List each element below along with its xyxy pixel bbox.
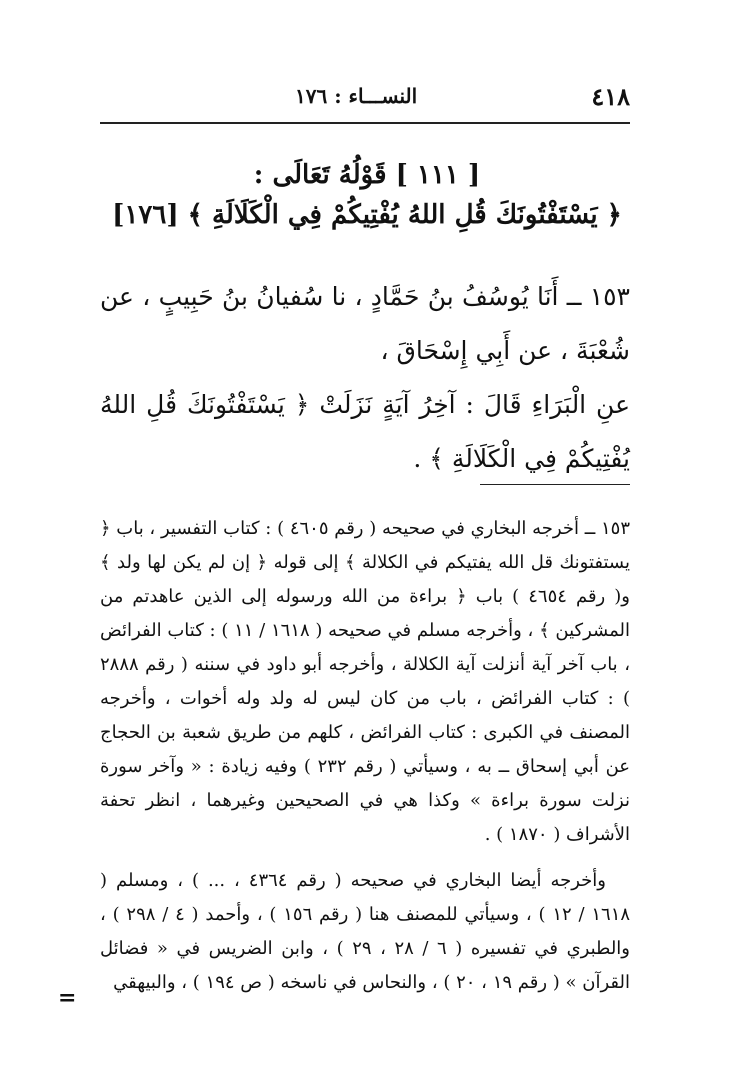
hadith-chain: ١٥٣ ــ أَنَا يُوسُفُ بنُ حَمَّادٍ ، نا سُفيانُ بنُ حَبِيبٍ ، عن شُعْبَةَ ، عن أَبِي إِسْحَاقَ ، [100,282,630,365]
running-title: النســـاء : ١٧٦ [295,84,418,108]
footnote-continuation: وأخرجه أيضا البخاري في صحيحه ( رقم ٤٣٦٤ ، ... ) ، ومسلم ( ١٦١٨ / ١٢ ) ، وسيأتي للمصنف هنا ( رقم ١٥٦ ) ، وأحمد ( ٤ / ٢٩٨ ) ، والطبري في تفسيره ( ٦ / ٢٨ ، ٢٩ ) ، وابن الضريس في « فضائل القرآن » ( رقم ١٩ ، ٢٠ ) ، والنحاس في ناسخه ( ص ١٩٤ ) ، والبيهقي [100,870,631,993]
footnotes [100,512,630,1000]
footnote-153: ١٥٣ ــ أخرجه البخاري في صحيحه ( رقم ٤٦٠٥ ) : كتاب التفسير ، باب ﴿ يستفتونك قل الله يفتيكم في الكلالة ﴾ إلى قوله ﴿ إن لم يكن لها ولد ﴾ و( رقم ٤٦٥٤ ) باب ﴿ براءة من الله ورسوله إلى الذين عاهدتم من المشركين ﴾ ، وأخرجه مسلم في صحيحه ( ١٦١٨ / ١١ ) : كتاب الفرائض ، باب آخر آية أنزلت آية الكلالة ، وأخرجه أبو داود في سننه ( رقم ٢٨٨٨ ) : كتاب الفرائض ، باب من كان ليس له ولد وله أخوات ، وأخرجه المصنف في الكبرى : كتاب الفرائض ، كلهم من طريق شعبة بن الحجاج عن أبي إسحاق ــ به ، وسيأتي ( رقم ٢٣٢ ) وفيه زيادة : « وآخر سورة نزلت سورة براءة » وكذا هي في الصحيحين وغيرهما ، انظر تحفة الأشراف ( ١٨٧٠ ) . [100,518,631,845]
verse-heading: ﴿ يَسْتَفْتُونَكَ قُلِ اللهُ يُفْتِيكُمْ فِي الْكَلَالَةِ ﴾ [١٧٦] [112,200,622,230]
footnote-separator [480,484,630,485]
hadith-text: عنِ الْبَرَاءِ قَالَ : آخِرُ آيَةٍ نَزَلَتْ ﴿ يَسْتَفْتُونَكَ قُلِ اللهُ يُفْتِيكُمْ فِي الْكَلَالَةِ ﴾ . [100,390,630,473]
page-number: ٤١٨ [591,82,630,111]
page-header [100,82,630,124]
continuation-mark: = [58,985,77,1011]
section-title: [ ١١١ ] قَوْلُهُ تَعَالَى : [253,160,481,190]
